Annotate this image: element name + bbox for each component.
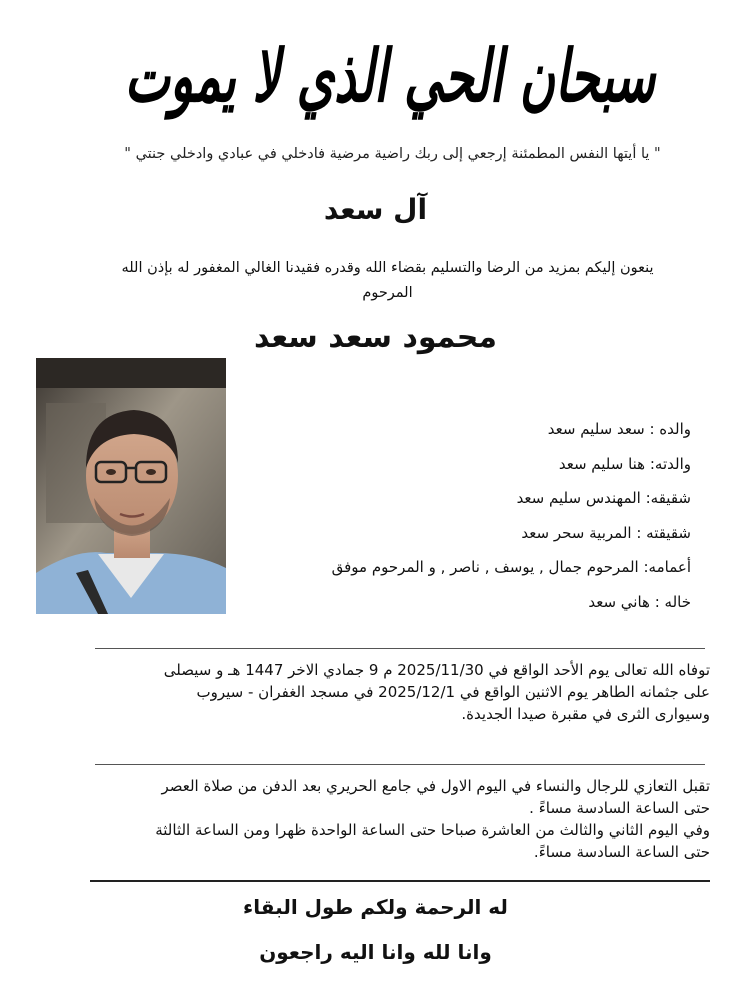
funeral-line: توفاه الله تعالى يوم الأحد الواقع في 2025/11/30 م 9 جمادي الاخر 1447 هـ و سيصلى xyxy=(163,661,710,679)
condolence-line: تقبل التعازي للرجال والنساء في اليوم الاول في جامع الحريري بعد الدفن من صلاة العصر xyxy=(161,777,710,795)
relative-father: والده : سعد سليم سعد xyxy=(547,420,691,438)
announcement-line: المرحوم xyxy=(362,285,413,301)
divider xyxy=(90,880,710,882)
divider xyxy=(95,764,705,765)
condolence-line: حتى الساعة السادسة مساءً. xyxy=(533,843,710,861)
announcement xyxy=(60,256,715,306)
relatives-list xyxy=(261,418,691,625)
relative-mother: والدته: هنا سليم سعد xyxy=(558,454,691,473)
deceased-photo xyxy=(36,358,226,614)
funeral-line: على جثمانه الطاهر يوم الاثنين الواقع في 2025/12/1 في مسجد الغفران - سيروب xyxy=(196,683,710,701)
condolence-line: وفي اليوم الثاني والثالث من العاشرة صباحا حتى الساعة الواحدة ظهرا ومن الساعة الثالثة xyxy=(155,821,710,839)
funeral-details xyxy=(80,659,710,725)
relative-brother: شقيقه: المهندس سليم سعد xyxy=(516,489,691,507)
calligraphy-heading xyxy=(124,22,656,132)
divider xyxy=(95,648,705,649)
quran-verse: " يا أيتها النفس المطمئنة إرجعي إلى ربك راضية مرضية فادخلي في عبادي وادخلي جنتي " xyxy=(124,146,661,162)
deceased-name: محمود سعد سعد xyxy=(254,320,497,355)
relative-maternal-uncle: خاله : هاني سعد xyxy=(588,592,691,611)
condolence-details xyxy=(80,775,710,863)
family-name: آل سعد xyxy=(323,193,428,226)
calligraphy-text: سبحان الحي الذي لا يموت xyxy=(124,35,656,119)
closing-verse: وانا لله وانا اليه راجعون xyxy=(259,940,492,964)
relative-uncles: أعمامه: المرحوم جمال , يوسف , ناصر , و المرحوم موفق xyxy=(331,558,691,576)
closing-mercy: له الرحمة ولكم طول البقاء xyxy=(243,895,508,919)
funeral-line: وسيوارى الثرى في مقبرة صيدا الجديدة. xyxy=(461,705,710,723)
relative-sister: شقيقته : المربية سحر سعد xyxy=(521,523,691,542)
announcement-line: ينعون إليكم بمزيد من الرضا والتسليم بقضاء الله وقدره فقيدنا الغالي المغفور له بإذن الله xyxy=(121,260,654,276)
condolence-line: حتى الساعة السادسة مساءً . xyxy=(529,799,710,817)
